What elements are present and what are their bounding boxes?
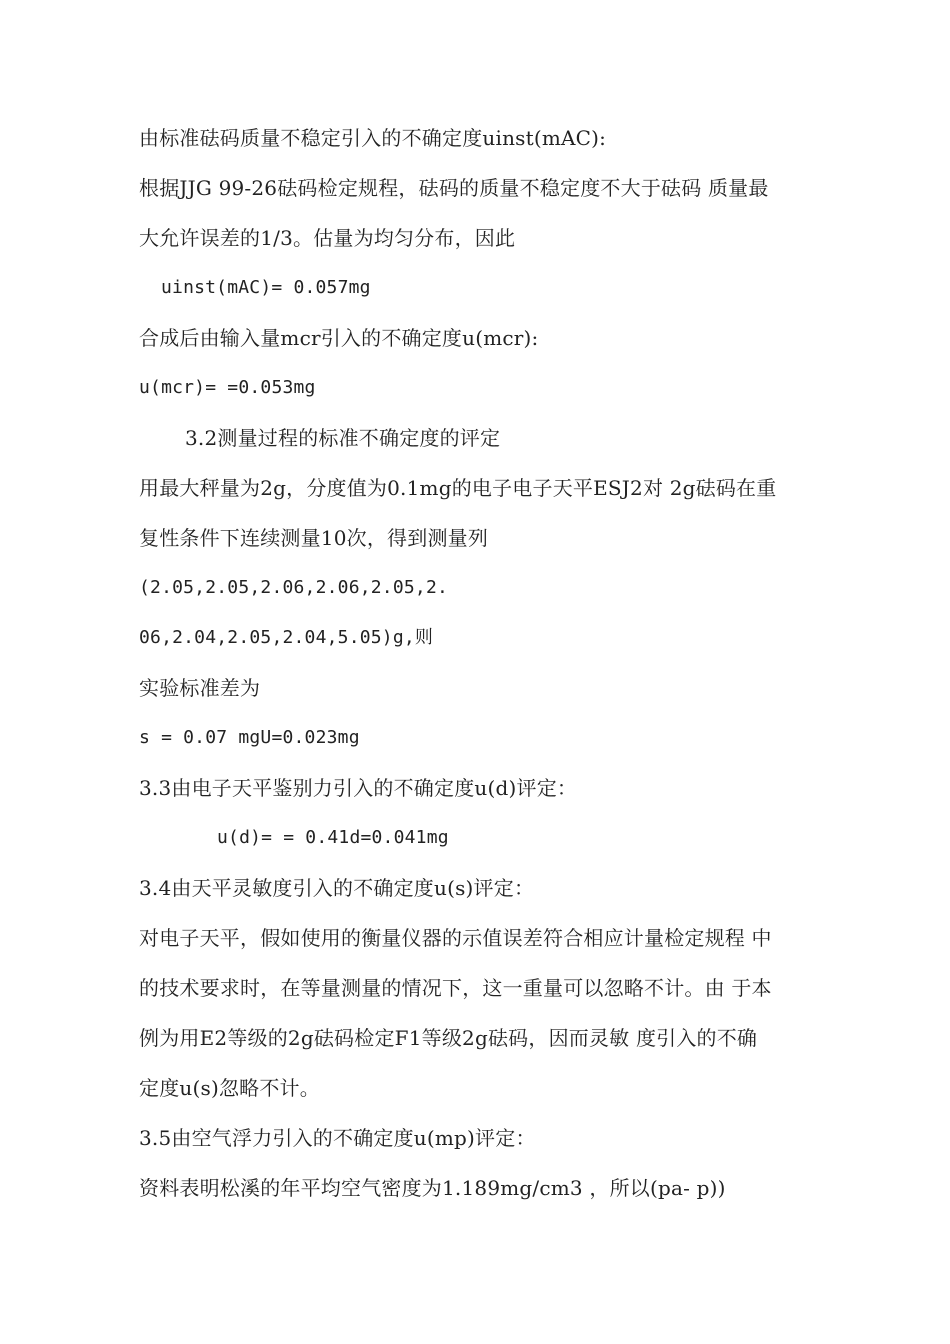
text-line-sensitivity-3: 例为用E2等级的2g砝码检定F1等级2g砝码，因而灵敏 度引入的不确 bbox=[139, 1026, 758, 1050]
text-line-balance-description: 用最大秤量为2g，分度值为0.1mg的电子电子天平ESJ2对 2g砝码在重 bbox=[139, 476, 777, 500]
text-line-sensitivity-1: 对电子天平，假如使用的衡量仪器的示值误差符合相应计量检定规程 中 bbox=[139, 926, 772, 950]
formula-uinst: uinst(mAC)= 0.057mg bbox=[161, 277, 371, 298]
formula-ud: u(d)= = 0.41d=0.041mg bbox=[217, 827, 449, 848]
text-line-sensitivity-4: 定度u(s)忽略不计。 bbox=[139, 1076, 320, 1100]
text-line-air-density: 资料表明松溪的年平均空气密度为1.189mg/cm3 ，所以(pa- p)) bbox=[139, 1176, 726, 1200]
text-line-repeat-measurement: 复性条件下连续测量10次，得到测量列 bbox=[139, 526, 489, 550]
measurement-series-part-1: (2.05,2.05,2.06,2.06,2.05,2. bbox=[139, 577, 449, 598]
text-line-uinst-heading: 由标准砝码质量不稳定引入的不确定度uinst(mAC): bbox=[139, 126, 607, 150]
section-heading-3-2: 3.2测量过程的标准不确定度的评定 bbox=[185, 426, 501, 450]
section-heading-3-3: 3.3由电子天平鉴别力引入的不确定度u(d)评定： bbox=[139, 776, 578, 800]
formula-umcr: u(mcr)= =0.053mg bbox=[139, 377, 316, 398]
formula-std-dev: s = 0.07 mgU=0.023mg bbox=[139, 727, 360, 748]
document-body bbox=[139, 116, 829, 1216]
section-heading-3-5: 3.5由空气浮力引入的不确定度u(mp)评定： bbox=[139, 1126, 536, 1150]
text-line-jjg-rule: 根据JJG 99-26砝码检定规程，砝码的质量不稳定度不大于砝码 质量最 bbox=[139, 176, 769, 200]
text-line-std-dev-label: 实验标准差为 bbox=[139, 676, 261, 700]
text-line-uniform-distribution: 大允许误差的1/3。估量为均匀分布，因此 bbox=[139, 226, 516, 250]
section-heading-3-4: 3.4由天平灵敏度引入的不确定度u(s)评定： bbox=[139, 876, 535, 900]
text-line-umcr-heading: 合成后由输入量mcr引入的不确定度u(mcr): bbox=[139, 326, 539, 350]
text-line-sensitivity-2: 的技术要求时，在等量测量的情况下，这一重量可以忽略不计。由 于本 bbox=[139, 976, 772, 1000]
measurement-series-part-2: 06,2.04,2.05,2.04,5.05)g,则 bbox=[139, 627, 434, 648]
